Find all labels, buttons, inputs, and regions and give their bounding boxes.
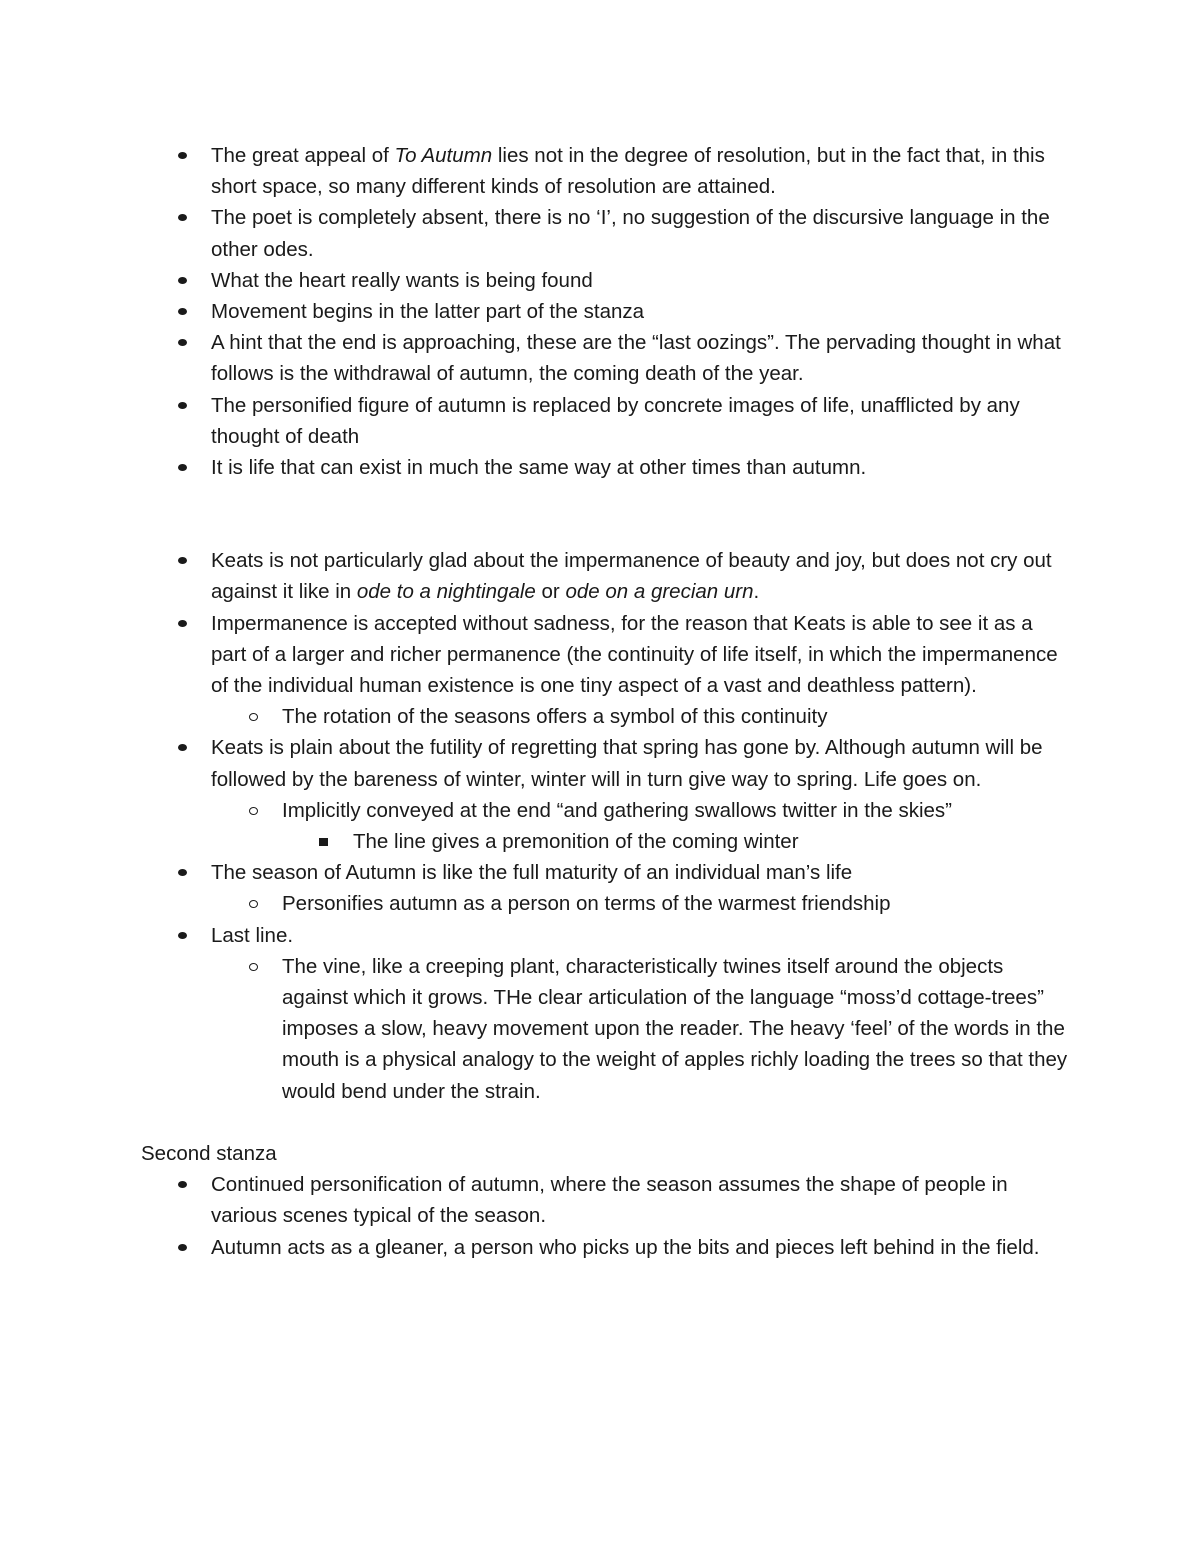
list-item-text: What the heart really wants is being found xyxy=(211,268,593,292)
list-item xyxy=(0,140,1071,202)
list-item xyxy=(0,327,1071,389)
bullet-icon xyxy=(178,1181,187,1188)
list-item-text: A hint that the end is approaching, these are the “last oozings”. The pervading thought in what follows is the withdrawal of autumn, the coming death of the year. xyxy=(211,331,1061,386)
list-item-text: It is life that can exist in much the same way at other times than autumn. xyxy=(211,456,867,480)
list-item-text: Movement begins in the latter part of the stanza xyxy=(211,300,645,324)
list-item xyxy=(0,608,1071,702)
hollow-bullet-icon xyxy=(249,963,258,971)
list-item-text: The rotation of the seasons offers a symbol of this continuity xyxy=(282,705,828,729)
list-item-text: The poet is completely absent, there is no ‘I’, no suggestion of the discursive language in the other odes. xyxy=(211,206,1050,261)
sub-list-item xyxy=(0,888,1072,919)
poem-title: ode to a nightingale xyxy=(356,580,536,604)
bullet-icon xyxy=(178,620,187,627)
list-item xyxy=(0,920,1071,951)
list-item-text: Keats is plain about the futility of regretting that spring has gone by. Although autumn will be followed by the bareness of winter, winter will in turn give way to spring. Life goes on. xyxy=(211,736,1043,791)
list-item-text: Autumn acts as a gleaner, a person who picks up the bits and pieces left behind in the field. xyxy=(211,1235,1040,1259)
paragraph-gap xyxy=(0,1107,1200,1138)
sub-list-item xyxy=(0,951,1072,1107)
list-item-text: Continued personification of autumn, where the season assumes the shape of people in various scenes typical of the season. xyxy=(211,1173,1008,1228)
poem-title: To Autumn xyxy=(394,144,493,167)
square-bullet-icon xyxy=(319,838,328,846)
list-item xyxy=(0,1232,1071,1263)
bullet-list-impermanence xyxy=(0,545,1200,1107)
list-item-text: Last line. xyxy=(211,923,294,947)
hollow-bullet-icon xyxy=(249,713,258,721)
list-item-text: Impermanence is accepted without sadness, for the reason that Keats is able to see it as a part of a larger and richer permanence (the continuity of life itself, in which the impermanence of the individual human existence is one tiny aspect of a vast and deathless pattern). xyxy=(211,611,1058,698)
list-item xyxy=(0,390,1071,452)
list-item-text: Implicitly conveyed at the end “and gathering swallows twitter in the skies” xyxy=(282,798,952,822)
list-item xyxy=(0,202,1071,264)
bullet-icon xyxy=(178,557,187,564)
list-item xyxy=(0,265,1071,296)
sub-list-item xyxy=(0,795,1072,826)
bullet-icon xyxy=(178,464,187,471)
section-heading: Second stanza xyxy=(141,1141,277,1165)
list-item-text: The vine, like a creeping plant, characteristically twines itself around the objects against which it grows. THe clear articulation of the language “moss’d cottage-trees” imposes a slow, heavy movement upon the reader. The heavy ‘feel’ of the words in the mouth is a physical analogy to the weight of apples richly loading the trees so that they would bend under the strain. xyxy=(282,954,1068,1103)
bullet-icon xyxy=(178,277,187,284)
bullet-icon xyxy=(178,339,187,346)
list-item-text: Personifies autumn as a person on terms of the warmest friendship xyxy=(282,892,891,916)
poem-title: ode on a grecian urn xyxy=(565,580,754,604)
bullet-icon xyxy=(178,1244,187,1251)
list-item-text: The personified figure of autumn is replaced by concrete images of life, unafflicted by any thought of death xyxy=(211,393,1020,448)
bullet-icon xyxy=(178,744,187,751)
bullet-icon xyxy=(178,152,187,159)
bullet-icon xyxy=(178,869,187,876)
paragraph-gap xyxy=(0,483,1200,545)
bullet-icon xyxy=(178,932,187,939)
sub-list-item xyxy=(0,701,1072,732)
list-item xyxy=(0,857,1071,888)
document-body xyxy=(0,140,1200,1263)
bullet-icon xyxy=(178,308,187,315)
bullet-icon xyxy=(178,214,187,221)
list-item xyxy=(0,452,1071,483)
list-item-text: . xyxy=(753,580,760,604)
list-item-text: or xyxy=(535,580,566,604)
list-item-text: The great appeal of xyxy=(211,144,395,167)
hollow-bullet-icon xyxy=(249,807,258,815)
list-item xyxy=(0,1169,1071,1231)
list-item xyxy=(0,732,1071,794)
bullet-icon xyxy=(178,402,187,409)
list-item-text: lies not in the degree of resolution, but in the fact that, in this short space, so many different kinds of resolution are attained. xyxy=(211,144,1045,199)
list-item-text: Keats is not particularly glad about the impermanence of beauty and joy, but does not cry out against it like in xyxy=(211,549,1052,604)
list-item-text: The season of Autumn is like the full maturity of an individual man’s life xyxy=(211,861,853,885)
bullet-list-intro xyxy=(0,140,1200,483)
list-item-text: The line gives a premonition of the coming winter xyxy=(353,830,799,854)
list-item xyxy=(0,296,1071,327)
hollow-bullet-icon xyxy=(249,900,258,908)
sub-sub-list-item xyxy=(0,826,1072,857)
list-item xyxy=(0,545,1071,607)
bullet-list-second-stanza xyxy=(0,1169,1200,1263)
